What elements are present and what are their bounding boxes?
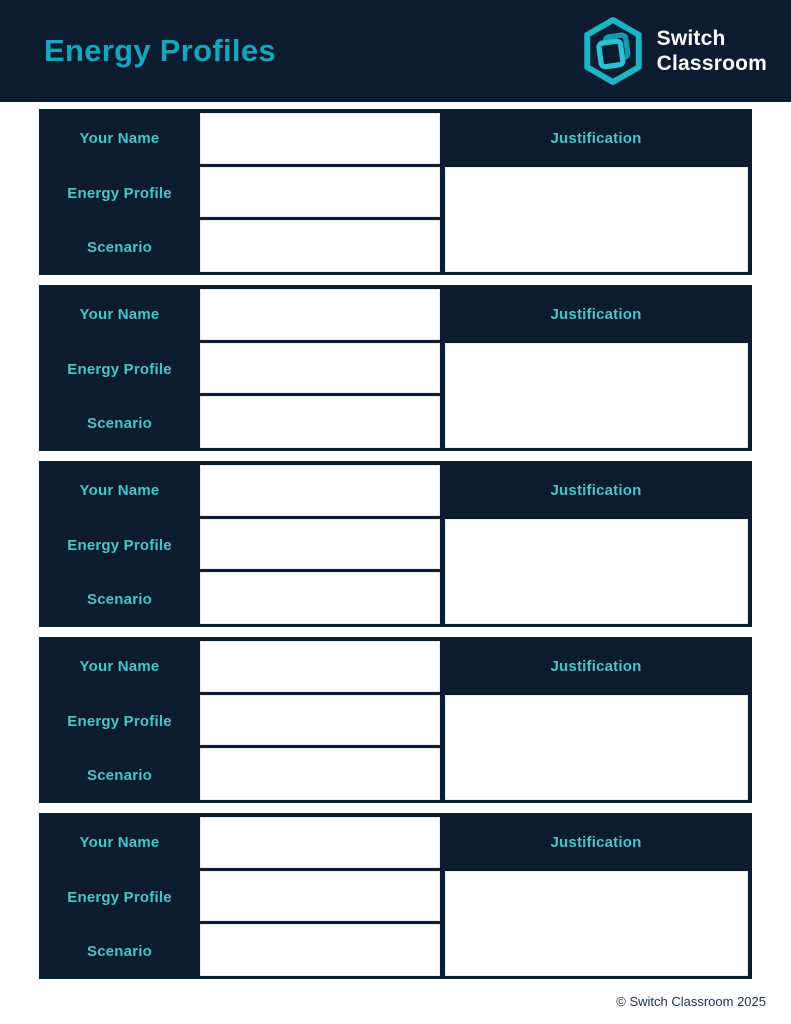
profile-block xyxy=(39,461,752,627)
scenario-input[interactable] xyxy=(200,220,440,272)
energy-profile-input[interactable] xyxy=(200,519,440,569)
your-name-input[interactable] xyxy=(200,465,440,516)
header-bar xyxy=(0,0,791,102)
switch-classroom-logo-icon xyxy=(580,16,646,86)
profile-block xyxy=(39,637,752,803)
justification-input[interactable] xyxy=(445,167,748,272)
profile-block xyxy=(39,109,752,275)
scenario-input[interactable] xyxy=(200,748,440,800)
energy-profile-input[interactable] xyxy=(200,871,440,921)
scenario-label: Scenario xyxy=(87,943,152,960)
brand-name xyxy=(657,26,767,76)
scenario-label: Scenario xyxy=(87,591,152,608)
energy-profile-label: Energy Profile xyxy=(67,889,172,906)
justification-header: Justification xyxy=(550,305,642,323)
energy-profile-input[interactable] xyxy=(200,343,440,393)
justification-input[interactable] xyxy=(445,695,748,800)
profile-block xyxy=(39,813,752,979)
justification-input[interactable] xyxy=(445,343,748,448)
justification-input[interactable] xyxy=(445,871,748,976)
energy-profile-label: Energy Profile xyxy=(67,713,172,730)
justification-header: Justification xyxy=(550,481,642,499)
scenario-label: Scenario xyxy=(87,415,152,432)
scenario-input[interactable] xyxy=(200,396,440,448)
justification-header: Justification xyxy=(550,657,642,675)
energy-profile-label: Energy Profile xyxy=(67,185,172,202)
justification-header: Justification xyxy=(550,129,642,147)
footer-copyright: © Switch Classroom 2025 xyxy=(616,994,766,1009)
your-name-input[interactable] xyxy=(200,289,440,340)
your-name-label: Your Name xyxy=(79,129,160,147)
scenario-label: Scenario xyxy=(87,767,152,784)
your-name-label: Your Name xyxy=(79,833,160,851)
brand-name-line1: Switch xyxy=(656,27,726,50)
justification-input[interactable] xyxy=(445,519,748,624)
energy-profile-label: Energy Profile xyxy=(67,361,172,378)
your-name-label: Your Name xyxy=(79,657,160,675)
justification-header: Justification xyxy=(550,833,642,851)
page-title: Energy Profiles xyxy=(44,33,276,68)
profile-block xyxy=(39,285,752,451)
energy-profile-input[interactable] xyxy=(200,695,440,745)
worksheet xyxy=(0,102,791,979)
scenario-input[interactable] xyxy=(200,572,440,624)
energy-profile-label: Energy Profile xyxy=(67,537,172,554)
energy-profile-input[interactable] xyxy=(200,167,440,217)
scenario-input[interactable] xyxy=(200,924,440,976)
your-name-label: Your Name xyxy=(79,481,160,499)
scenario-label: Scenario xyxy=(87,239,152,256)
your-name-input[interactable] xyxy=(200,113,440,164)
your-name-input[interactable] xyxy=(200,817,440,868)
your-name-label: Your Name xyxy=(79,305,160,323)
your-name-input[interactable] xyxy=(200,641,440,692)
brand xyxy=(580,16,767,86)
footer xyxy=(0,994,791,1009)
brand-name-line2: Classroom xyxy=(656,52,767,75)
